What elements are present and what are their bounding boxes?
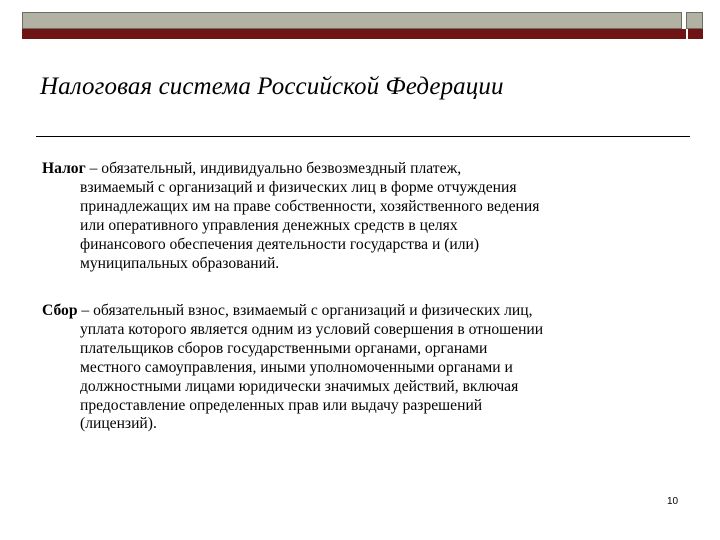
definition-line: предоставление определенных прав или выдачу разрешений — [80, 396, 483, 414]
header-accent-bar — [22, 29, 686, 39]
definition-line: принадлежащих им на праве собственности, хозяйственного ведения — [80, 197, 540, 215]
definition-line: Налог – обязательный, индивидуально безвозмездный платеж, — [42, 160, 462, 177]
title-divider — [36, 136, 690, 137]
definition-line: взимаемый с организаций и физических лиц в форме отчуждения — [80, 178, 517, 196]
definition-line: финансового обеспечения деятельности государства и (или) — [80, 235, 480, 253]
header-corner-box — [686, 12, 703, 29]
page-number: 10 — [667, 496, 679, 507]
definition-fee — [42, 302, 692, 434]
definition-line: должностными лицами юридически значимых действий, включая — [80, 377, 519, 395]
definition-line: (лицензий). — [80, 415, 157, 433]
header-corner-accent — [688, 29, 703, 39]
definition-term: Налог — [42, 160, 86, 177]
definition-line: муниципальных образований. — [80, 254, 280, 272]
definition-tax — [42, 160, 692, 273]
definition-line: местного самоуправления, иными уполномоченными органами и — [80, 358, 513, 376]
definition-line: уплата которого является одним из условий совершения в отношении — [80, 320, 544, 338]
definition-line: Сбор – обязательный взнос, взимаемый с организаций и физических лиц, — [42, 302, 533, 319]
definition-term: Сбор — [42, 302, 78, 319]
slide-title: Налоговая система Российской Федерации — [40, 73, 504, 100]
definition-line: плательщиков сборов государственными органами, органами — [80, 339, 488, 357]
definition-line: или оперативного управления денежных средств в целях — [80, 216, 458, 234]
header-band — [22, 12, 682, 29]
